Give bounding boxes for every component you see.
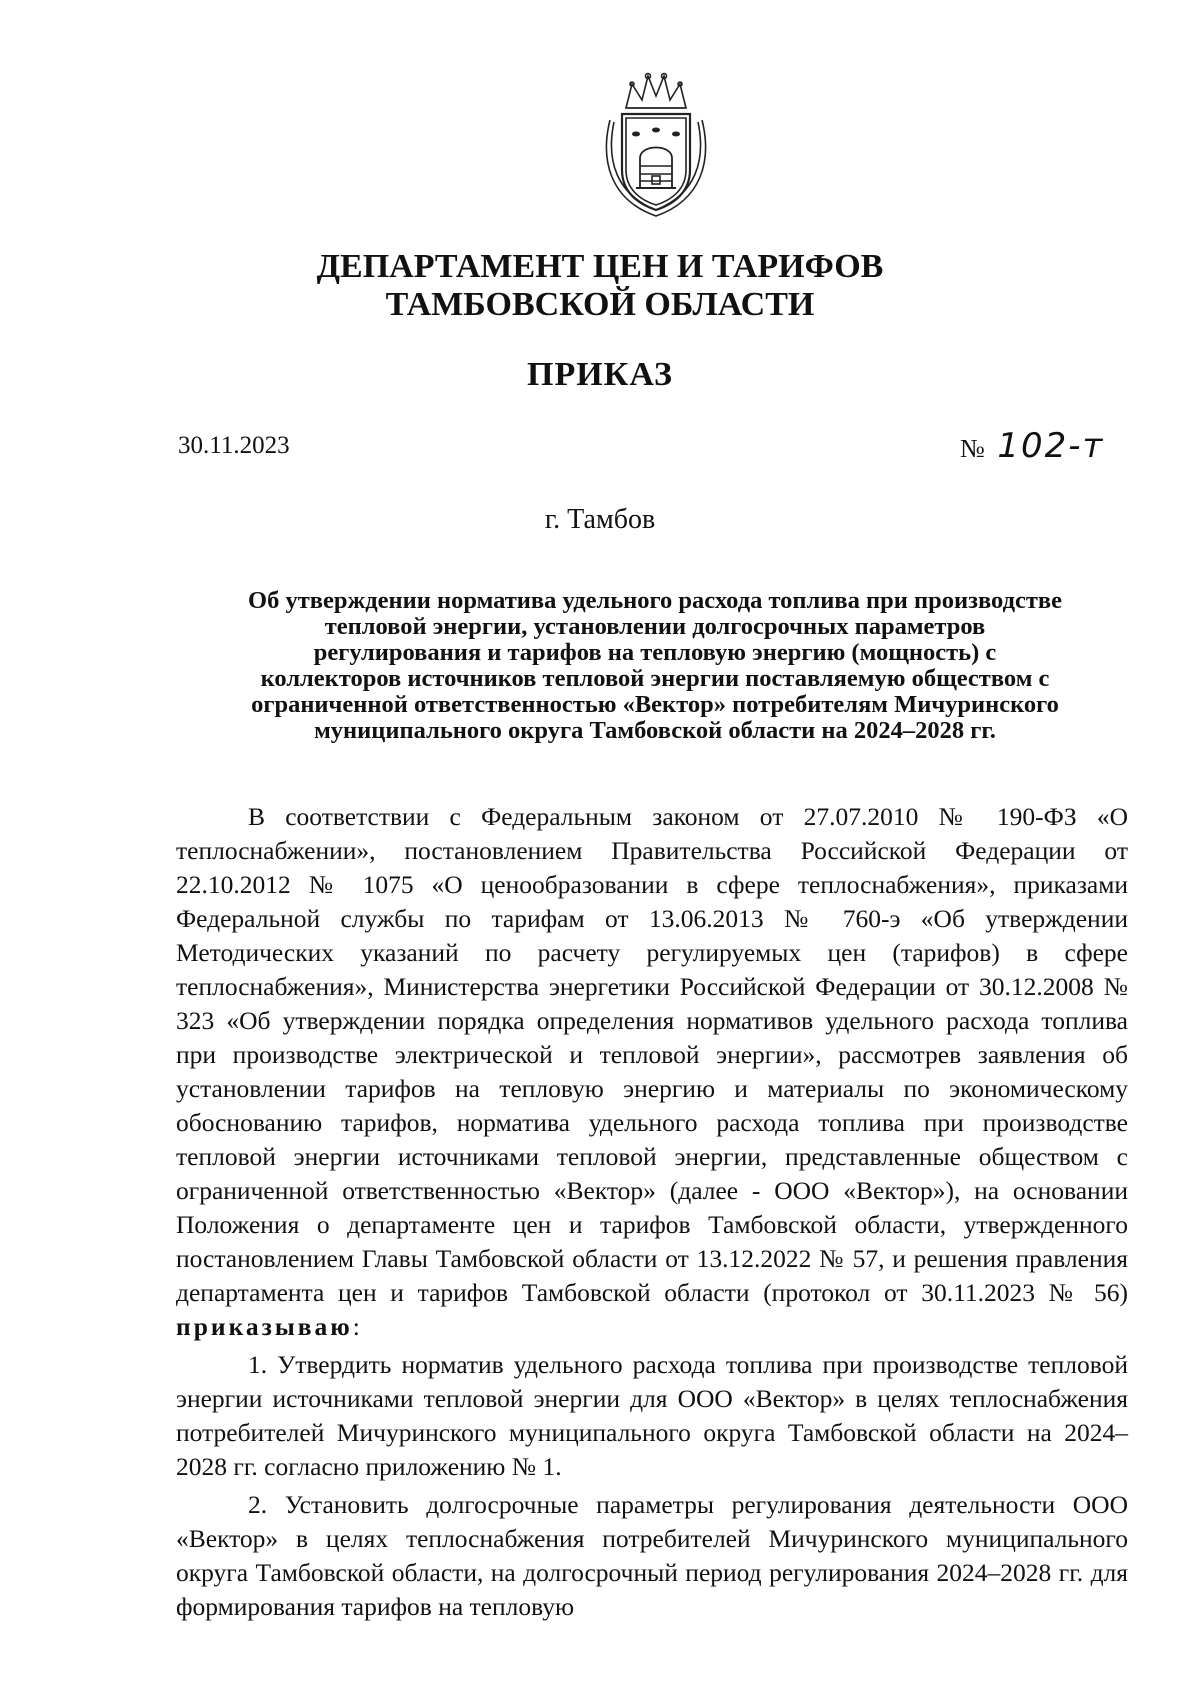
subject-line: ограниченной ответственностью «Вектор» потребителям Мичуринского	[251, 691, 1059, 718]
subject-line: Об утверждении норматива удельного расхода топлива при производстве	[248, 587, 1062, 614]
document-body	[176, 800, 1128, 1624]
document-type: ПРИКАЗ	[527, 356, 673, 393]
order-item-1: 1. Утвердить норматив удельного расхода топлива при производстве тепловой энергии источниками тепловой энергии для ООО «Вектор» в целях теплоснабжения потребителей Мичуринского муниципального округа Тамбовской области на 2024–2028 гг. согласно приложению № 1.	[176, 1350, 1128, 1481]
order-item-2: 2. Установить долгосрочные параметры регулирования деятельности ООО «Вектор» в целях теплоснабжения потребителей Мичуринского муниципального округа Тамбовской области, на долгосрочный период регулирования 2024–2028 гг. для формирования тарифов на тепловую	[176, 1490, 1128, 1621]
document-subject	[185, 588, 1125, 744]
document-city: г. Тамбов	[544, 504, 656, 535]
intro-text: В соответствии с Федеральным законом от 27.07.2010 № 190-ФЗ «О теплоснабжении», постановлением Правительства Российской Федерации от 22.10.2012 № 1075 «О ценообразовании в сфере теплоснабжения», приказами Федеральной службы по тарифам от 13.06.2013 № 760-э «Об утверждении Методических указаний по расчету регулируемых цен (тарифов) в сфере теплоснабжения», Министерства энергетики Российской Федерации от 30.12.2008 № 323 «Об утверждении порядка определения нормативов удельного расхода топлива при производстве электрической и тепловой энергии», рассмотрев заявления об установлении тарифов на тепловую энергию и материалы по экономическому обоснованию тарифов, норматива удельного расхода топлива при производстве тепловой энергии источниками тепловой энергии, представленные обществом с ограниченной ответственностью «Вектор» (далее - ООО «Вектор»), на основании Положения о департаменте цен и тарифов Тамбовской области, утвержденного постановлением Главы Тамбовской области от 13.12.2022 № 57, и решения правления департамента цен и тарифов Тамбовской области (протокол от 30.11.2023 № 56)	[176, 802, 1128, 1307]
department-name-line1: ДЕПАРТАМЕНТ ЦЕН И ТАРИФОВ	[316, 248, 884, 285]
order-word: приказываю	[176, 1312, 353, 1341]
subject-line: регулирования и тарифов на тепловую энергию (мощность) с	[313, 639, 997, 666]
subject-line: муниципального округа Тамбовской области на 2024–2028 гг.	[314, 717, 996, 744]
intro-paragraph	[176, 800, 1128, 1344]
tambov-coat-of-arms-icon	[596, 70, 716, 220]
document-number	[960, 426, 1104, 466]
subject-line: тепловой энергии, установлении долгосрочных параметров	[324, 613, 986, 640]
order-colon: :	[352, 1312, 360, 1341]
handwritten-number: 102-т	[997, 426, 1105, 466]
number-prefix: №	[960, 434, 985, 463]
department-name-line2: ТАМБОВСКОЙ ОБЛАСТИ	[385, 286, 815, 323]
subject-line: коллекторов источников тепловой энергии поставляемую обществом с	[260, 665, 1050, 692]
document-date: 30.11.2023	[178, 432, 290, 459]
